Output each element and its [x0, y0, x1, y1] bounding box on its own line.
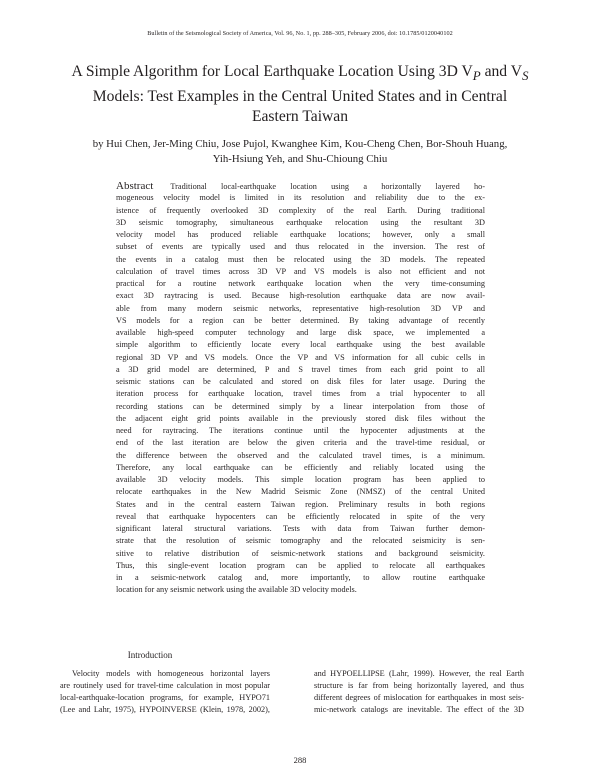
abstract-line: exact 3D raytracing is used. Because high-resolution earthquake data are now avail-: [116, 291, 485, 301]
abstract-line: seismic stations can be calculated and stored on disk files for later usage. During the: [116, 377, 485, 386]
author-list: [40, 137, 560, 167]
author-line-2: Yih-Hsiung Yeh, and Shu-Chioung Chiu: [212, 153, 388, 165]
abstract-line: practical for a routine network earthquake location when the very time-consuming: [116, 279, 485, 288]
abstract-line: VS models for a region can be better determined. By taking advantage of recently: [116, 315, 485, 325]
abstract-heading: Abstract: [116, 180, 154, 192]
abstract-line: sitive to relative distribution of seismic-network stations and background seismicity.: [116, 548, 485, 558]
abstract-line: States and in the central eastern Taiwan region. Preliminary results in both regions: [116, 499, 485, 509]
title-line-2: Models: Test Examples in the Central United States and in Central: [92, 87, 508, 105]
intro-line: local-earthquake-location programs, for example, HYPO71: [60, 693, 270, 703]
abstract-line: strate that the resolution of seismic tomography and the relocated seismicity is sen-: [116, 536, 485, 546]
intro-line: different degrees of mislocation for earthquakes in most seis-: [314, 693, 524, 703]
abstract-line: recording stations can be determined simply by a linear interpolation from those of: [116, 401, 485, 411]
abstract-line: mogeneous velocity model is limited in its resolution and reliability due to the ex-: [116, 193, 485, 203]
abstract-line: the adjacent eight grid points available in the previously stored disk files without the: [116, 413, 485, 423]
abstract-line: subset of events are typically used and thus relocated in the inversion. The rest of: [116, 242, 485, 252]
abstract-line: regional 3D VP and VS models. Once the VP and VS information for all cubic cells in: [116, 352, 485, 362]
abstract-line: the difference between the observed and the calculated travel times, is a minimum.: [116, 450, 485, 460]
abstract: [116, 180, 485, 597]
author-line-1: by Hui Chen, Jer-Ming Chiu, Jose Pujol, Kwanghee Kim, Kou-Cheng Chen, Bor-Shouh Huang,: [92, 138, 508, 150]
abstract-line: the events in a catalog must then be relocated using the 3D models. The repeated: [116, 254, 485, 264]
intro-line: mic-network catalogs are inevitable. The effect of the 3D: [314, 705, 524, 715]
abstract-line: calculation of travel times across 3D VP and VS models is also not efficient and not: [116, 266, 485, 276]
abstract-line: need for raytracing. The iterations continue until the hypocenter adjustments at the: [116, 426, 485, 435]
abstract-line: available 3D velocity models. This simple location program has been applied to: [116, 475, 485, 484]
abstract-line: simple algorithm to efficiently locate every local earthquake using the best available: [116, 340, 485, 350]
abstract-line: 3D seismic tomography, simultaneous earthquake relocation using the resultant 3D: [116, 217, 485, 227]
abstract-line: in a seismic-network catalog and, more importantly, to allow routine earthquake: [116, 573, 485, 582]
title-line-1: A Simple Algorithm for Local Earthquake Location Using 3D $V_P$ and $V_S$: [71, 63, 529, 84]
intro-line: (Lee and Lahr, 1975), HYPOINVERSE (Klein, 1978, 2002),: [60, 705, 270, 715]
abstract-line: reveal that earthquake hypocenters can be efficiently relocated in spite of the very: [116, 511, 485, 521]
page-number: 288: [293, 755, 307, 765]
intro-column-right: [314, 668, 524, 716]
abstract-line: available high-speed computer technology and large disk space, we implemented a: [116, 328, 485, 337]
abstract-line: location for any seismic network using the available 3D velocity models.: [116, 585, 357, 595]
abstract-line: able from many modern seismic networks, representative high-resolution 3D VP and: [116, 303, 485, 313]
abstract-line: Thus, this single-event location program can be applied to relocate all earthquakes: [116, 560, 485, 570]
journal-citation: Bulletin of the Seismological Society of America, Vol. 96, No. 1, pp. 288–305, February 2006, doi: 10.1785/0120040102: [147, 30, 453, 37]
abstract-line: a 3D grid model are determined, P and S travel times from each grid point to all: [116, 364, 485, 374]
abstract-line: end of the last iteration are below the given criteria and the travel-time residual, or: [116, 438, 485, 448]
abstract-line: Abstract Traditional local-earthquake location using a horizontally layered ho-: [116, 180, 485, 192]
abstract-line: iteration process for earthquake location, travel times from a trial hypocenter to all: [116, 389, 485, 399]
intro-line: and HYPOELLIPSE (Lahr, 1999). However, the real Earth: [314, 669, 524, 678]
intro-column-left: [60, 668, 270, 716]
intro-line: structure is far from being horizontally layered, and thus: [314, 681, 524, 691]
section-heading-introduction: Introduction: [127, 650, 173, 660]
intro-line: are routinely used for travel-time calculation in most popular: [60, 681, 270, 691]
abstract-line: relocate earthquakes in the New Madrid Seismic Zone (NMSZ) of the central United: [116, 487, 485, 497]
abstract-line: Therefore, any local earthquake can be efficiently and reliably located using the: [116, 462, 485, 472]
title-line-3: Eastern Taiwan: [251, 108, 349, 126]
abstract-line: istence of frequently overlooked 3D complexity of the real Earth. During traditional: [116, 205, 485, 215]
paper-title: [40, 62, 560, 128]
abstract-line: significant lateral structural variations. Tests with data from Taiwan further demon-: [116, 524, 485, 533]
abstract-line: velocity model has produced reliable earthquake locations; however, only a small: [116, 230, 485, 239]
intro-line: Velocity models with homogeneous horizontal layers: [72, 669, 270, 678]
